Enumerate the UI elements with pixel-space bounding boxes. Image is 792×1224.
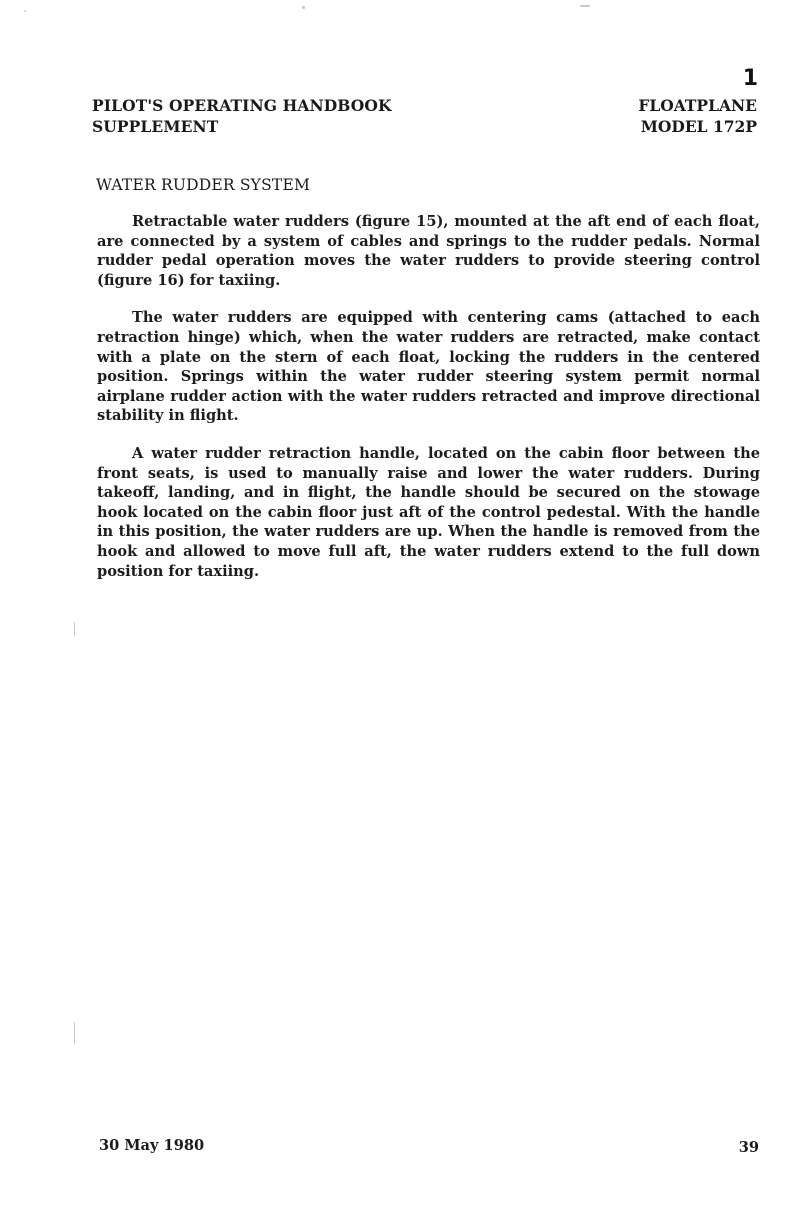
paragraph-1: Retractable water rudders (figure 15), mounted at the aft end of each float, are connected by a system of cables and springs to the rudder pedals. Normal rudder pedal operation moves the water rudders to provide steering control (figure 16) for taxiing.: [97, 213, 760, 289]
header-left: [92, 95, 392, 137]
scan-speck: [302, 6, 305, 9]
paragraph-3: A water rudder retraction handle, located on the cabin floor between the front seats, is used to manually raise and lower the water rudders. During takeoff, landing, and in flight, the handle should be secured on the stowage hook located on the cabin floor just aft of the control pedestal. With the handle in this position, the water rudders are up. When the handle is removed from the hook and allowed to move full aft, the water rudders extend to the full down position for taxiing.: [97, 444, 760, 580]
scan-speck: [74, 622, 75, 636]
scan-speck: [24, 10, 26, 12]
header-right: [638, 95, 757, 137]
page-number: 39: [738, 1139, 759, 1156]
scan-speck: [580, 5, 590, 7]
paragraph-2: The water rudders are equipped with centering cams (attached to each retraction hinge) which, when the water rudders are retracted, make contact with a plate on the stern of each float, locking the rudders in the centered position. Springs within the water rudder steering system permit normal airplane rudder action with the water rudders retracted and improve directional stability in flight.: [97, 309, 760, 425]
footer-date: 30 May 1980: [99, 1137, 205, 1154]
section-title: WATER RUDDER SYSTEM: [96, 176, 311, 194]
aircraft-type: FLOATPLANE: [638, 96, 757, 115]
handbook-title: PILOT'S OPERATING HANDBOOK: [92, 96, 392, 115]
scan-speck: [74, 1022, 75, 1044]
section-number: 1: [742, 66, 758, 91]
aircraft-model: MODEL 172P: [640, 117, 757, 136]
body-text: [97, 212, 760, 599]
handbook-subtitle: SUPPLEMENT: [92, 117, 219, 136]
